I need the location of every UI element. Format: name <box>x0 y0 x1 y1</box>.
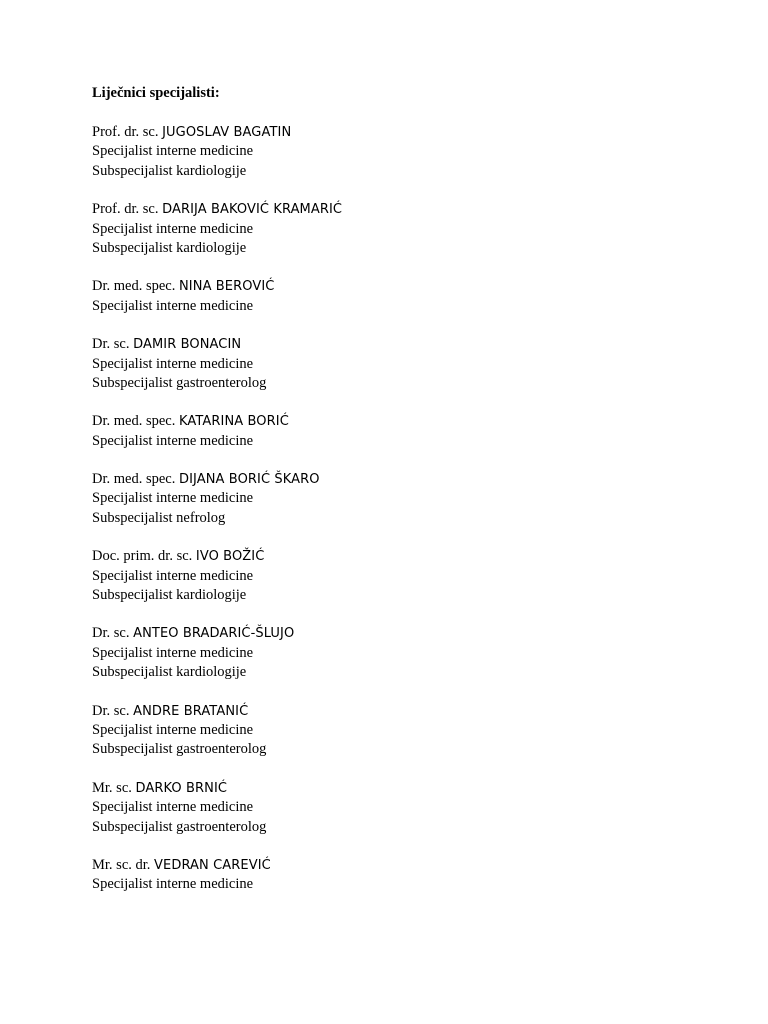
academic-title: Dr. sc. <box>92 702 130 719</box>
academic-title: Mr. sc. dr. <box>92 856 151 873</box>
spacer <box>92 103 732 123</box>
subspecialty-line: Subspecijalist kardiologije <box>92 587 247 604</box>
specialist-entry <box>92 702 732 760</box>
specialty-line: Specijalist interne medicine <box>92 143 254 160</box>
specialist-name: DAMIR BONACIN <box>133 337 242 353</box>
academic-title: Prof. dr. sc. <box>92 124 159 140</box>
subspecialty-line: Subspecijalist gastroenterolog <box>92 818 267 835</box>
specialist-entry <box>92 856 732 895</box>
specialist-name-line <box>92 702 732 721</box>
specialist-name-line <box>92 335 732 354</box>
specialty-line: Specijalist interne medicine <box>92 432 254 449</box>
specialty-line: Specijalist interne medicine <box>92 876 254 893</box>
specialist-entry <box>92 277 732 316</box>
specialty-line: Specijalist interne medicine <box>92 721 254 738</box>
specialist-name-line <box>92 547 732 566</box>
subspecialty-line: Subspecijalist kardiologije <box>92 664 247 681</box>
academic-title: Doc. prim. dr. sc. <box>92 548 193 565</box>
specialty-line: Specijalist interne medicine <box>92 220 254 237</box>
specialty-line: Specijalist interne medicine <box>92 355 254 372</box>
subspecialty-line: Subspecijalist gastroenterolog <box>92 741 267 758</box>
specialist-name-line <box>92 856 732 875</box>
page-heading: Liječnici specijalisti: <box>92 85 220 101</box>
specialist-name-line <box>92 470 732 489</box>
specialist-entry <box>92 335 732 393</box>
specialist-name: VEDRAN CAREVIĆ <box>154 857 271 873</box>
specialist-name: ANDRE BRATANIĆ <box>133 703 249 719</box>
specialist-entry <box>92 779 732 837</box>
specialty-line: Specijalist interne medicine <box>92 799 254 816</box>
specialist-name: NINA BEROVIĆ <box>178 279 275 295</box>
specialist-name-line <box>92 624 732 643</box>
specialist-name: IVO BOŽIĆ <box>195 549 265 565</box>
subspecialty-line: Subspecijalist gastroenterolog <box>92 374 267 391</box>
academic-title: Prof. dr. sc. <box>92 201 159 218</box>
subspecialty-line: Subspecijalist nefrolog <box>92 509 226 526</box>
specialist-name-line <box>92 412 732 431</box>
academic-title: Dr. med. spec. <box>92 413 176 430</box>
specialty-line: Specijalist interne medicine <box>92 297 254 314</box>
specialty-line: Specijalist interne medicine <box>92 567 254 584</box>
academic-title: Dr. med. spec. <box>92 471 176 488</box>
specialty-line: Specijalist interne medicine <box>92 644 254 661</box>
specialist-entry <box>92 470 732 528</box>
academic-title: Dr. sc. <box>92 336 130 353</box>
specialist-name: DARIJA BAKOVIĆ KRAMARIĆ <box>162 202 343 218</box>
subspecialty-line: Subspecijalist kardiologije <box>92 239 247 256</box>
specialist-name-line <box>92 123 732 142</box>
specialist-name: JUGOSLAV BAGATIN <box>162 125 292 140</box>
academic-title: Mr. sc. <box>92 779 132 796</box>
specialist-entry <box>92 123 732 181</box>
specialist-name-line <box>92 277 732 296</box>
specialist-name-line <box>92 779 732 798</box>
document-page <box>92 84 732 914</box>
specialist-name: KATARINA BORIĆ <box>178 414 289 430</box>
specialist-list <box>92 123 732 895</box>
specialist-name: ANTEO BRADARIĆ-ŠLUJO <box>133 626 295 642</box>
academic-title: Dr. sc. <box>92 625 130 642</box>
specialist-name: DARKO BRNIĆ <box>135 780 228 796</box>
academic-title: Dr. med. spec. <box>92 278 176 295</box>
specialist-entry <box>92 200 732 258</box>
specialist-entry <box>92 624 732 682</box>
specialty-line: Specijalist interne medicine <box>92 490 254 507</box>
specialist-entry <box>92 547 732 605</box>
specialist-name: DIJANA BORIĆ ŠKARO <box>178 472 320 488</box>
specialist-entry <box>92 412 732 451</box>
subspecialty-line: Subspecijalist kardiologije <box>92 162 247 179</box>
specialist-name-line <box>92 200 732 219</box>
